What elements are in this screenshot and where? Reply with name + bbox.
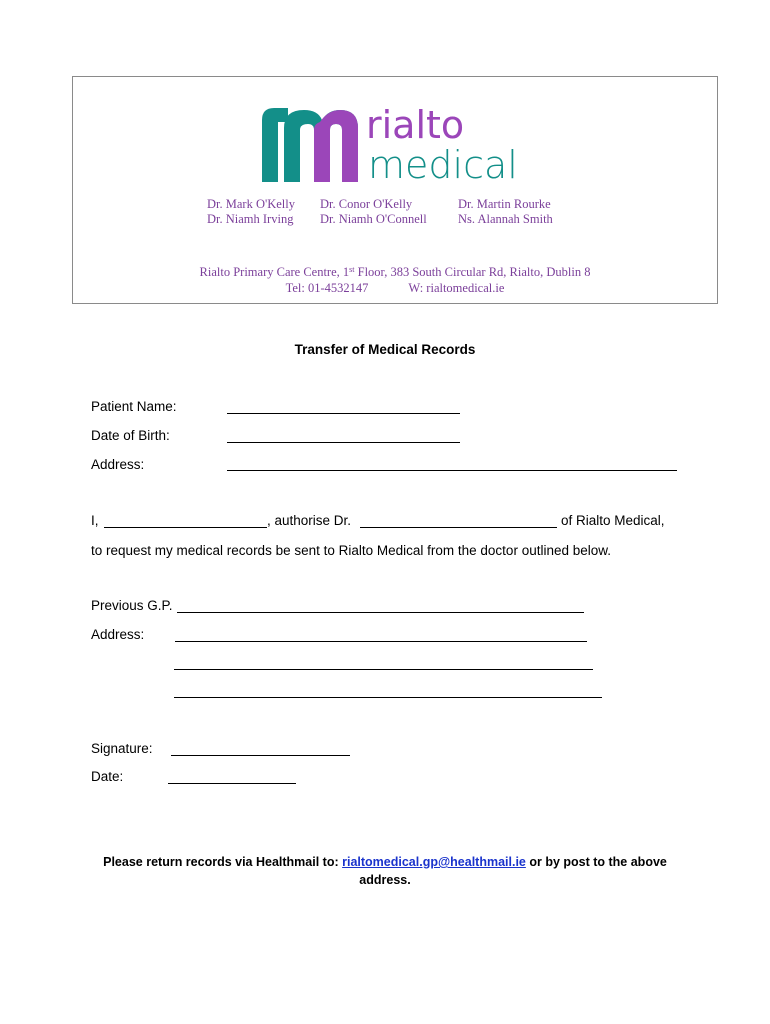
gp-address-field-1[interactable] bbox=[175, 641, 587, 642]
logo-word-medical: medical bbox=[368, 143, 518, 182]
authorise-end-text: of Rialto Medical, bbox=[561, 513, 665, 528]
address-field[interactable] bbox=[227, 470, 677, 471]
gp-address-field-3[interactable] bbox=[174, 697, 602, 698]
gp-address-label: Address: bbox=[91, 627, 145, 642]
doctor-name: Dr. Mark O'Kelly bbox=[207, 197, 296, 211]
doctor-name: Dr. Niamh Irving bbox=[207, 212, 294, 226]
doctor-list-col1 bbox=[207, 197, 295, 227]
rialto-medical-logo bbox=[260, 98, 540, 182]
signature-label: Signature: bbox=[91, 741, 153, 756]
doctor-list-col3 bbox=[458, 197, 553, 227]
date-field[interactable] bbox=[168, 783, 296, 784]
date-label: Date: bbox=[91, 769, 124, 784]
dob-label: Date of Birth: bbox=[91, 428, 170, 443]
return-instructions: Please return records via Healthmail to: rialtomedical.gp@healthmail.ie or by post to the above address. bbox=[103, 855, 667, 887]
practice-address: Rialto Primary Care Centre, 1st Floor, 383 South Circular Rd, Rialto, Dublin 8 bbox=[199, 265, 591, 279]
previous-gp-label: Previous G.P. bbox=[91, 598, 173, 613]
signature-field[interactable] bbox=[171, 755, 350, 756]
patient-signature-name-field[interactable] bbox=[104, 527, 267, 528]
doctor-name: Dr. Martin Rourke bbox=[458, 197, 551, 211]
practice-phone: Tel: 01-4532147 bbox=[285, 281, 369, 295]
logo-word-rialto: rialto bbox=[366, 103, 465, 147]
doctor-name: Ns. Alannah Smith bbox=[458, 212, 553, 226]
doctor-name: Dr. Conor O'Kelly bbox=[320, 197, 413, 211]
authorise-i-text: I, bbox=[91, 513, 99, 528]
address-label: Address: bbox=[91, 457, 145, 472]
form-title: Transfer of Medical Records bbox=[294, 342, 476, 357]
gp-address-field-2[interactable] bbox=[174, 669, 593, 670]
doctor-name: Dr. Niamh O'Connell bbox=[320, 212, 427, 226]
dob-field[interactable] bbox=[227, 442, 460, 443]
previous-gp-field[interactable] bbox=[177, 612, 584, 613]
patient-name-field[interactable] bbox=[227, 413, 460, 414]
doctor-list-col2 bbox=[320, 197, 427, 227]
authorised-doctor-field[interactable] bbox=[360, 527, 557, 528]
healthmail-email-link[interactable]: rialtomedical.gp@healthmail.ie bbox=[342, 855, 526, 869]
authorise-dr-text: , authorise Dr. bbox=[267, 513, 352, 528]
request-text: to request my medical records be sent to Rialto Medical from the doctor outlined below. bbox=[91, 543, 612, 558]
patient-name-label: Patient Name: bbox=[91, 399, 177, 414]
practice-contact bbox=[72, 281, 718, 296]
practice-website: W: rialtomedical.ie bbox=[408, 281, 505, 295]
